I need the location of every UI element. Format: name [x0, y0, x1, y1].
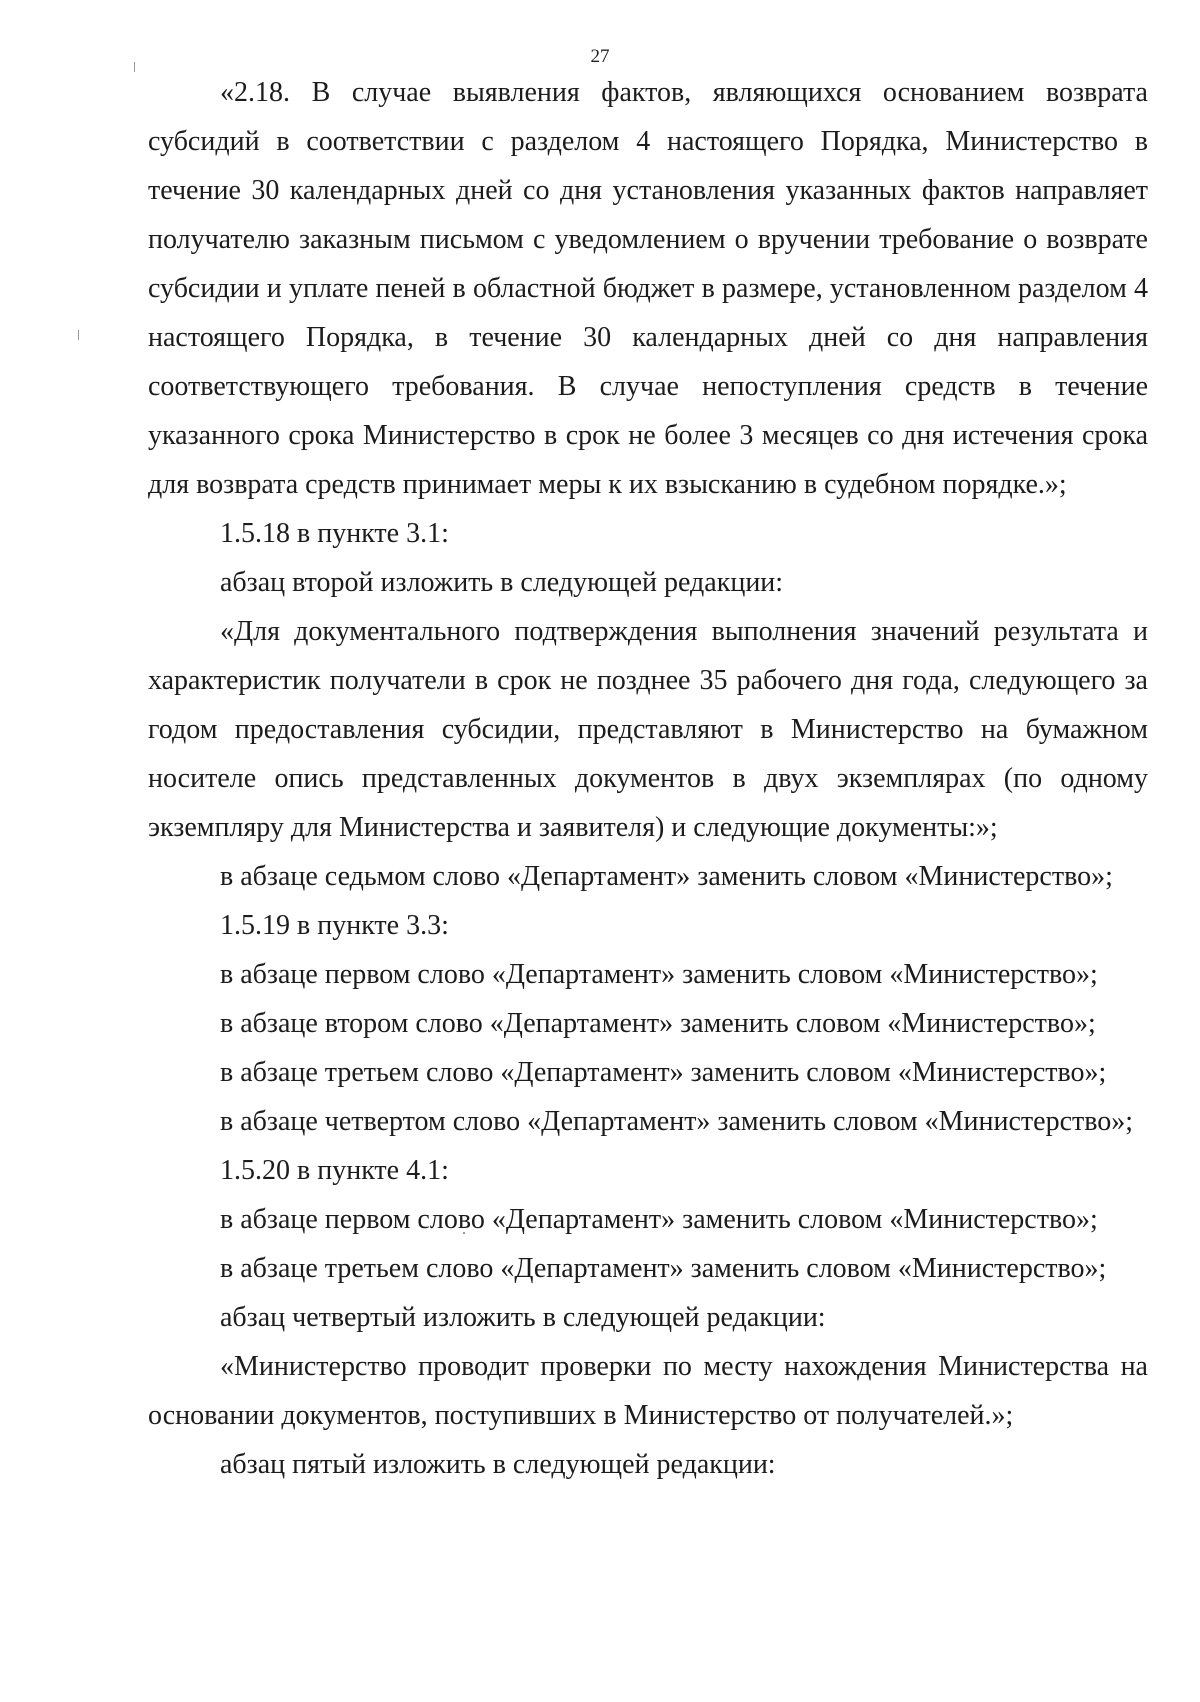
paragraph-replacement: в абзаце втором слово «Департамент» заменить словом «Министерство»;: [220, 1008, 1096, 1039]
item-1-5-19: 1.5.19 в пункте 3.3:: [220, 910, 449, 941]
paragraph-replacement: в абзаце первом слово «Департамент» заменить словом «Министерство»;: [220, 1204, 1098, 1235]
document-body: [148, 68, 1148, 1489]
scan-artifact: [78, 330, 79, 340]
paragraph-replacement: в абзаце третьем слово «Департамент» заменить словом «Министерство»;: [220, 1057, 1107, 1088]
paragraph-instruction: абзац второй изложить в следующей редакции:: [220, 567, 784, 598]
paragraph-replacement: в абзаце четвертом слово «Департамент» заменить словом «Министерство»;: [220, 1106, 1134, 1137]
paragraph-replacement: в абзаце первом слово «Департамент» заменить словом «Министерство»;: [220, 959, 1098, 990]
paragraph-quoted-text: «Для документального подтверждения выполнения значений результата и характеристик получатели в срок не позднее 35 рабочего дня года, следующего за годом предоставления субсидии, представляют в Министерство на бумажном носителе опись представленных документов в двух экземплярах (по одному экземпляру для Министерства и заявителя) и следующие документы:»;: [148, 616, 1148, 843]
page-number: 27: [590, 46, 610, 67]
paragraph-2-18: «2.18. В случае выявления фактов, являющихся основанием возврата субсидий в соответствии с разделом 4 настоящего Порядка, Министерство в течение 30 календарных дней со дня установления указанных фактов направляет получателю заказным письмом с уведомлением о вручении требование о возврате субсидии и уплате пеней в областной бюджет в размере, установленном разделом 4 настоящего Порядка, в течение 30 календарных дней со дня направления соответствующего требования. В случае непоступления средств в течение указанного срока Министерство в срок не более 3 месяцев со дня истечения срока для возврата средств принимает меры к их взысканию в судебном порядке.»;: [148, 77, 1148, 500]
paragraph-instruction: абзац четвертый изложить в следующей редакции:: [220, 1302, 826, 1333]
paragraph-instruction: абзац пятый изложить в следующей редакции:: [220, 1449, 776, 1480]
paragraph-replacement: в абзаце седьмом слово «Департамент» заменить словом «Министерство»;: [220, 861, 1113, 892]
paragraph-quoted-text: «Министерство проводит проверки по месту нахождения Министерства на основании документов, поступивших в Министерство от получателей.»;: [148, 1351, 1148, 1431]
item-1-5-18: 1.5.18 в пункте 3.1:: [220, 518, 449, 549]
paragraph-replacement: в абзаце третьем слово «Департамент» заменить словом «Министерство»;: [220, 1253, 1107, 1284]
item-1-5-20: 1.5.20 в пункте 4.1:: [220, 1155, 449, 1186]
